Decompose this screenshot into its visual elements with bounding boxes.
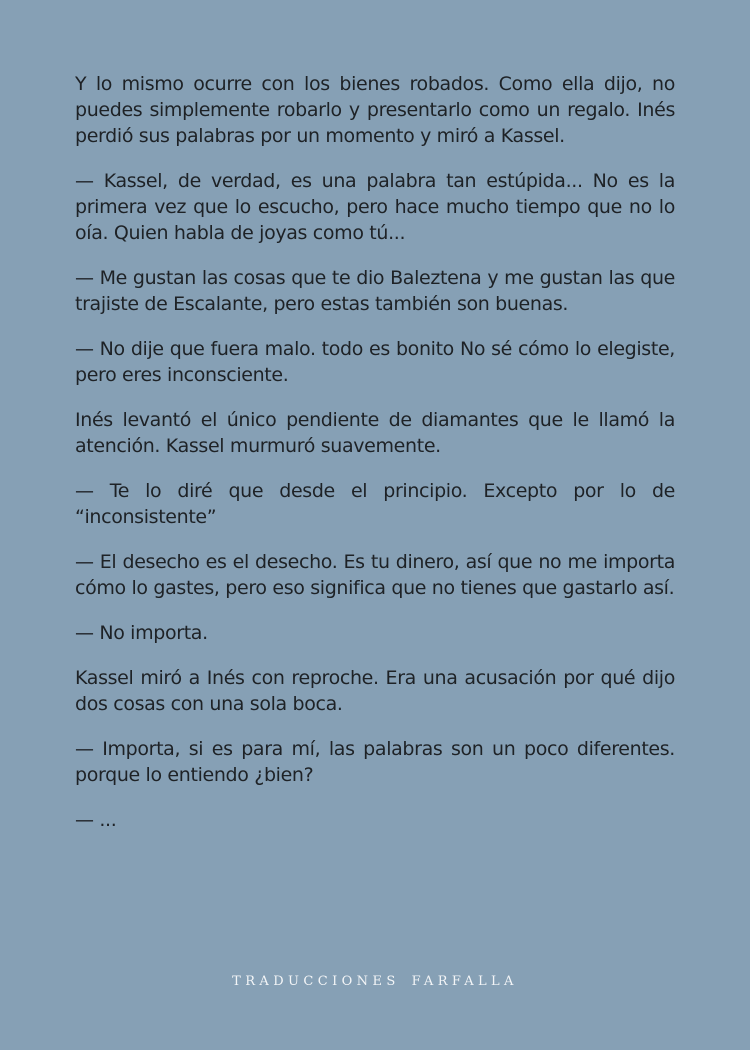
- footer-word-traducciones: TRADUCCIONES: [232, 974, 400, 989]
- page-footer: [0, 974, 750, 989]
- paragraph-4: — No dije que fuera malo. todo es bonito No sé cómo lo elegiste, pero eres inconsciente.: [75, 338, 675, 386]
- paragraph-2: — Kassel, de verdad, es una palabra tan estúpida... No es la primera vez que lo escucho, pero hace mucho tiempo que no lo oía. Quien habla de joyas como tú...: [75, 170, 675, 244]
- paragraph-7: — El desecho es el desecho. Es tu dinero, así que no me importa cómo lo gastes, pero eso significa que no tienes que gastarlo así.: [75, 551, 675, 599]
- page-body: [75, 71, 675, 852]
- footer-word-farfalla: FARFALLA: [411, 974, 518, 989]
- paragraph-9: Kassel miró a Inés con reproche. Era una acusación por qué dijo dos cosas con una sola boca.: [75, 667, 675, 715]
- paragraph-5: Inés levantó el único pendiente de diamantes que le llamó la atención. Kassel murmuró suavemente.: [75, 409, 675, 457]
- paragraph-3: — Me gustan las cosas que te dio Baleztena y me gustan las que trajiste de Escalante, pero estas también son buenas.: [75, 267, 675, 315]
- paragraph-10: — Importa, si es para mí, las palabras son un poco diferentes. porque lo entiendo ¿bien?: [75, 738, 675, 786]
- paragraph-11: — ...: [75, 809, 117, 831]
- paragraph-6: — Te lo diré que desde el principio. Excepto por lo de “inconsistente”: [75, 480, 675, 528]
- paragraph-1: Y lo mismo ocurre con los bienes robados. Como ella dijo, no puedes simplemente robarlo y presentarlo como un regalo. Inés perdió sus palabras por un momento y miró a Kassel.: [75, 73, 675, 147]
- paragraph-8: — No importa.: [75, 622, 208, 644]
